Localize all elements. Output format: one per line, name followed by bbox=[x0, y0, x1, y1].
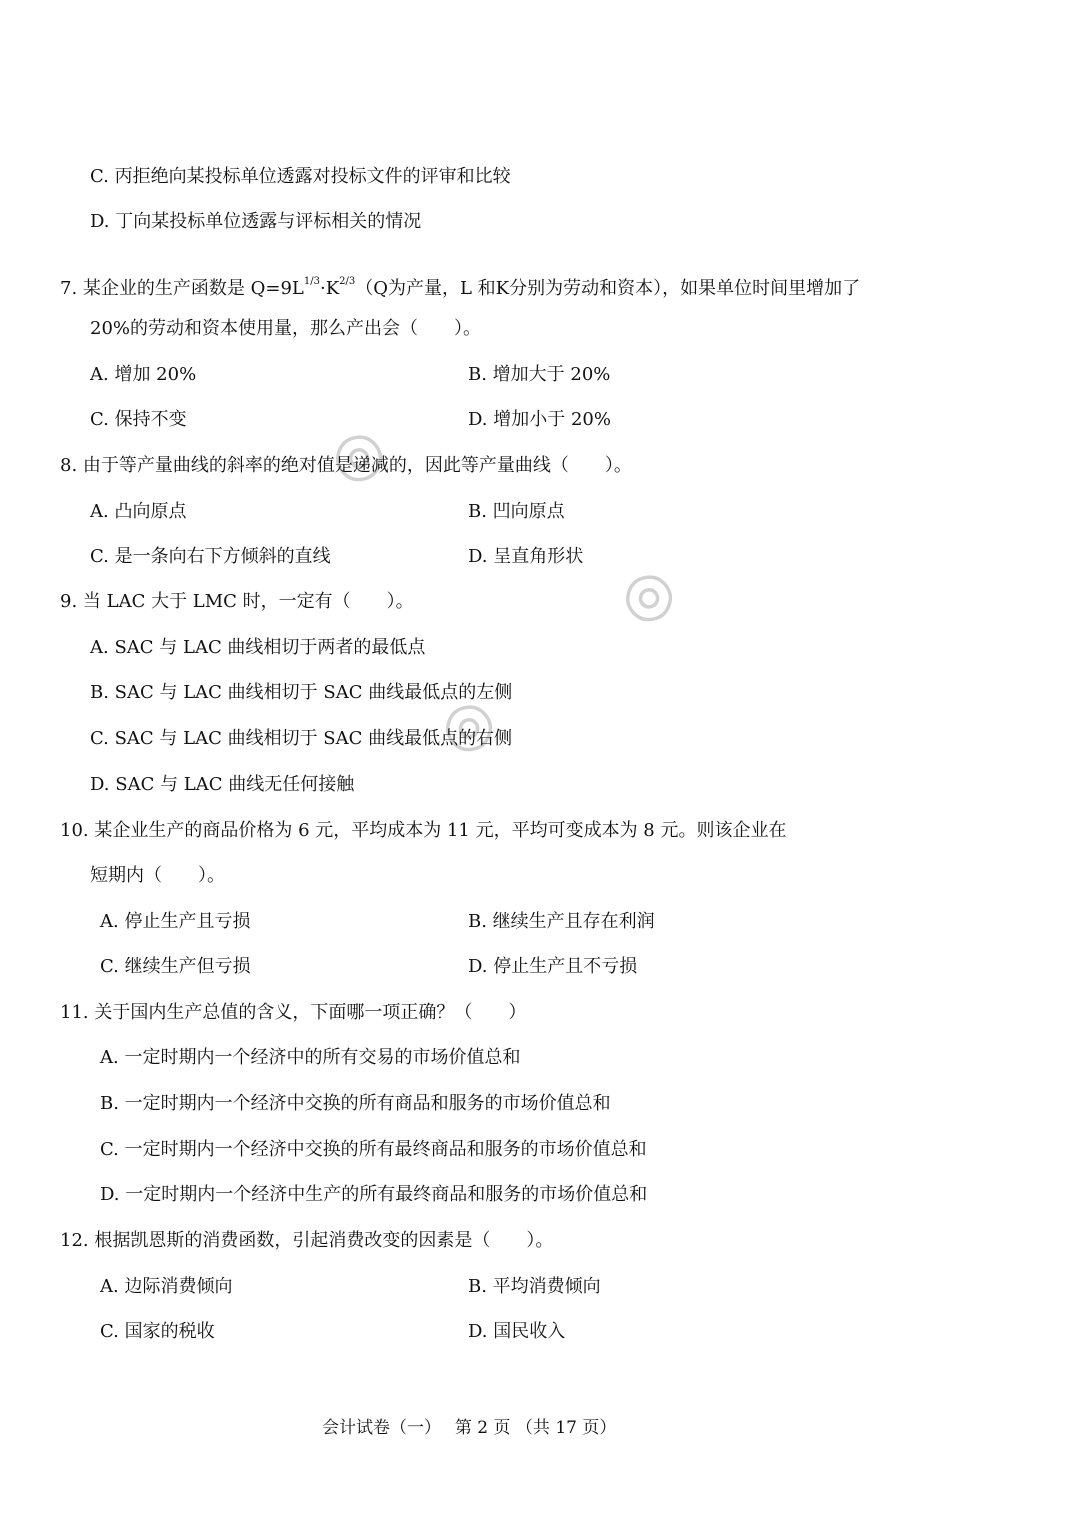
option-12c: C. 国家的税收 bbox=[100, 1321, 215, 1342]
option-10c: C. 继续生产但亏损 bbox=[100, 956, 251, 977]
option-8a: A. 凸向原点 bbox=[90, 501, 187, 522]
q7-text-mid: ·K bbox=[319, 278, 340, 299]
option-9d: D. SAC 与 LAC 曲线无任何接触 bbox=[90, 774, 355, 795]
option-10b: B. 继续生产且存在利润 bbox=[468, 911, 655, 932]
option-10d: D. 停止生产且不亏损 bbox=[468, 956, 638, 977]
option-7b: B. 增加大于 20% bbox=[468, 364, 611, 385]
option-6d: D. 丁向某投标单位透露与评标相关的情况 bbox=[90, 211, 422, 232]
option-8b: B. 凹向原点 bbox=[468, 501, 565, 522]
question-7-line2: 20%的劳动和资本使用量，那么产出会（ ）。 bbox=[90, 318, 482, 339]
option-12d: D. 国民收入 bbox=[468, 1321, 566, 1342]
option-11a: A. 一定时期内一个经济中的所有交易的市场价值总和 bbox=[100, 1047, 521, 1068]
question-8: 8. 由于等产量曲线的斜率的绝对值是递减的，因此等产量曲线（ ）。 bbox=[60, 455, 632, 476]
option-11c: C. 一定时期内一个经济中交换的所有最终商品和服务的市场价值总和 bbox=[100, 1139, 647, 1160]
question-10: 10. 某企业生产的商品价格为 6 元，平均成本为 11 元，平均可变成本为 8 元。则该企业在 bbox=[60, 820, 787, 841]
page-footer: 会计试卷（一） 第 2 页 （共 17 页） bbox=[322, 1418, 617, 1438]
option-9a: A. SAC 与 LAC 曲线相切于两者的最低点 bbox=[90, 637, 426, 658]
option-12a: A. 边际消费倾向 bbox=[100, 1276, 233, 1297]
option-10a: A. 停止生产且亏损 bbox=[100, 911, 251, 932]
watermark: ◎ bbox=[603, 551, 689, 639]
option-9b: B. SAC 与 LAC 曲线相切于 SAC 曲线最低点的左侧 bbox=[90, 682, 513, 703]
option-7c: C. 保持不变 bbox=[90, 409, 187, 430]
q7-text-post: （Q为产量，L 和K分别为劳动和资本），如果单位时间里增加了 bbox=[355, 278, 861, 299]
question-7 bbox=[60, 270, 860, 301]
option-7a: A. 增加 20% bbox=[90, 364, 197, 385]
option-6c: C. 丙拒绝向某投标单位透露对投标文件的评审和比较 bbox=[90, 166, 511, 187]
question-10-line2: 短期内（ ）。 bbox=[90, 865, 225, 886]
watermark: ◎ bbox=[423, 681, 509, 769]
q7-text-pre: 7. 某企业的生产函数是 Q=9L bbox=[60, 278, 304, 299]
option-12b: B. 平均消费倾向 bbox=[468, 1276, 601, 1297]
q7-exponent-k: 2/3 bbox=[339, 276, 356, 287]
question-12: 12. 根据凯恩斯的消费函数，引起消费改变的因素是（ ）。 bbox=[60, 1230, 554, 1251]
option-7d: D. 增加小于 20% bbox=[468, 409, 611, 430]
watermark: ◎ bbox=[313, 411, 399, 499]
option-8d: D. 呈直角形状 bbox=[468, 546, 584, 567]
option-8c: C. 是一条向右下方倾斜的直线 bbox=[90, 546, 331, 567]
option-11b: B. 一定时期内一个经济中交换的所有商品和服务的市场价值总和 bbox=[100, 1093, 611, 1114]
option-11d: D. 一定时期内一个经济中生产的所有最终商品和服务的市场价值总和 bbox=[100, 1184, 648, 1205]
option-9c: C. SAC 与 LAC 曲线相切于 SAC 曲线最低点的右侧 bbox=[90, 728, 513, 749]
question-11: 11. 关于国内生产总值的含义，下面哪一项正确？（ ） bbox=[60, 1002, 527, 1023]
question-9: 9. 当 LAC 大于 LMC 时，一定有（ ）。 bbox=[60, 591, 414, 612]
q7-exponent-l: 1/3 bbox=[303, 276, 320, 287]
